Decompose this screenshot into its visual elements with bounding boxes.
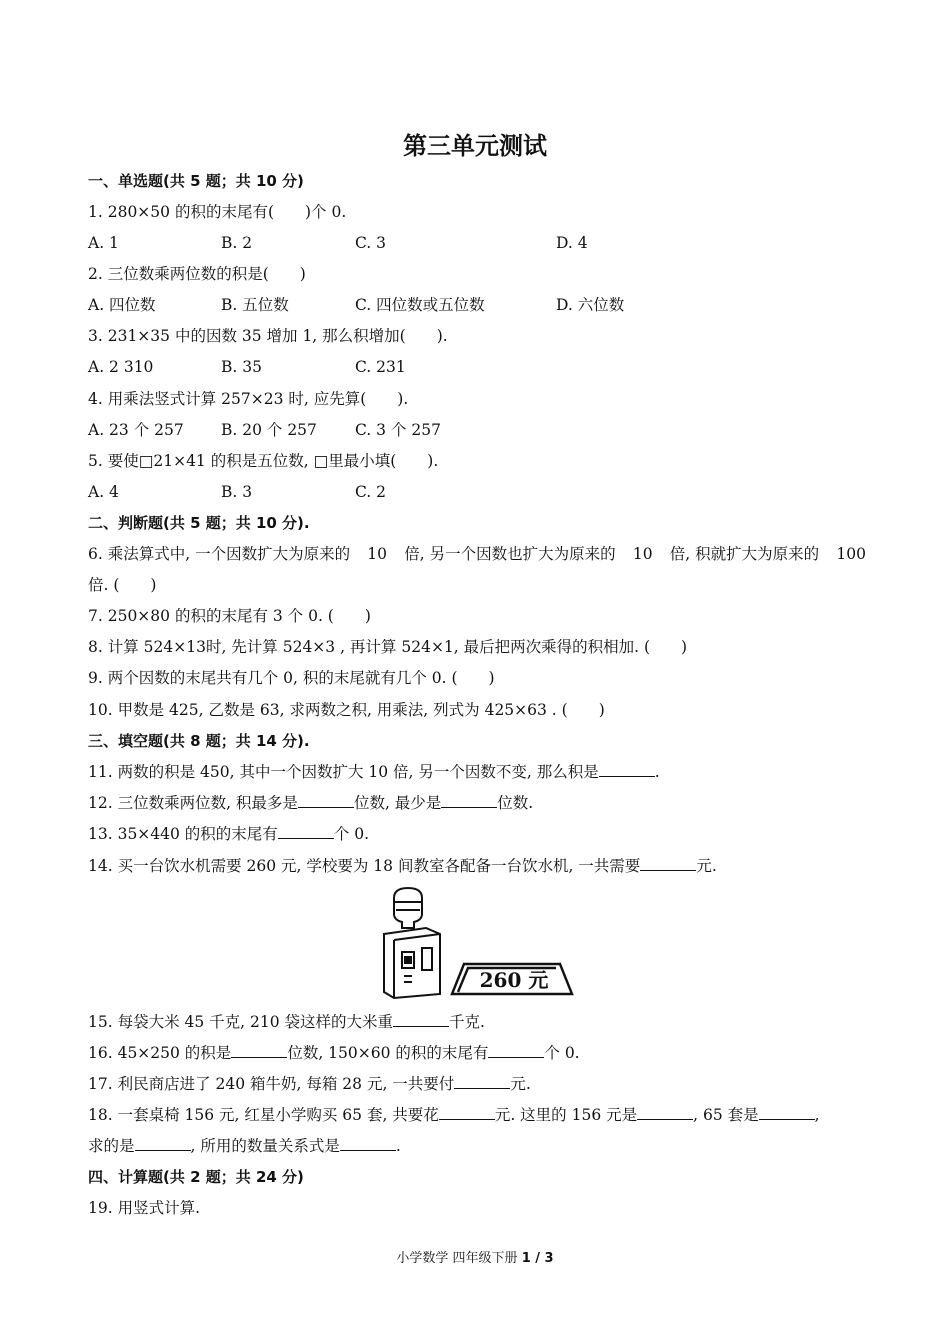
q11-text: 11. 两数的积是 450, 其中一个因数扩大 10 倍, 另一个因数不变, 那么积是 [88, 763, 599, 781]
q15-end: 千克. [449, 1013, 485, 1031]
answer-blank[interactable] [439, 1105, 495, 1120]
q11-end: . [654, 763, 660, 781]
q16-text-2: 位数, 150×60 的积的末尾有 [287, 1044, 489, 1062]
q18-text-3: , 65 套是 [693, 1106, 759, 1124]
q5-option-b: B. 3 [221, 483, 253, 501]
q12-text-1: 12. 三位数乘两位数, 积最多是 [88, 794, 298, 812]
q16-text-1: 16. 45×250 的积是 [88, 1044, 232, 1062]
question-19: 19. 用竖式计算. [88, 1199, 201, 1217]
q3-option-a: A. 2 310 [88, 358, 154, 376]
answer-blank[interactable] [759, 1105, 815, 1120]
q18-text-2: 元. 这里的 156 元是 [494, 1106, 638, 1124]
q18-text-7: . [395, 1137, 401, 1155]
question-9: 9. 两个因数的末尾共有几个 0, 积的末尾就有几个 0. ( ) [88, 669, 495, 687]
question-3: 3. 231×35 中的因数 35 增加 1, 那么积增加( ). [88, 327, 448, 345]
answer-blank[interactable] [441, 793, 497, 808]
water-dispenser-illustration [380, 884, 575, 1000]
question-18 [88, 1105, 820, 1125]
q15-text: 15. 每袋大米 45 千克, 210 袋这样的大米重 [88, 1013, 394, 1031]
page-number: 1 / 3 [521, 1251, 554, 1266]
q1-option-d: D. 4 [556, 234, 588, 252]
price-tag-label: 260 元 [479, 968, 549, 992]
q6-part-2: 10 [367, 545, 388, 563]
q4-option-c: C. 3 个 257 [355, 421, 441, 439]
section-heading-single-choice: 一、单选题(共 5 题；共 10 分) [88, 172, 304, 190]
question-8: 8. 计算 524×13时, 先计算 524×3 , 再计算 524×1, 最后把两次乘得的积相加. ( ) [88, 638, 688, 656]
q14-end: 元. [696, 857, 717, 875]
answer-blank[interactable] [393, 1012, 449, 1027]
answer-blank[interactable] [278, 824, 334, 839]
q14-text: 14. 买一台饮水机需要 260 元, 学校要为 18 间教室各配备一台饮水机, 一共需要 [88, 857, 641, 875]
section-heading-calculation: 四、计算题(共 2 题；共 24 分) [88, 1168, 304, 1186]
q1-option-b: B. 2 [221, 234, 253, 252]
answer-blank[interactable] [231, 1043, 287, 1058]
q5-option-a: A. 4 [88, 483, 119, 501]
q2-option-d: D. 六位数 [556, 296, 625, 314]
water-dispenser-figure [380, 884, 575, 1004]
q18-text-5: 求的是 [88, 1137, 135, 1155]
answer-blank[interactable] [599, 762, 655, 777]
footer-text: 小学数学 四年级下册 [396, 1251, 518, 1266]
question-6-continued: 倍. ( ) [88, 576, 157, 594]
answer-blank[interactable] [488, 1043, 544, 1058]
q17-text: 17. 利民商店进了 240 箱牛奶, 每箱 28 元, 一共要付 [88, 1075, 455, 1093]
q1-option-c: C. 3 [355, 234, 387, 252]
q16-text-3: 个 0. [544, 1044, 580, 1062]
answer-blank[interactable] [637, 1105, 693, 1120]
answer-blank[interactable] [135, 1136, 191, 1151]
question-17 [88, 1074, 531, 1094]
q12-text-2: 位数, 最少是 [353, 794, 442, 812]
question-7: 7. 250×80 的积的末尾有 3 个 0. ( ) [88, 607, 371, 625]
question-12 [88, 793, 533, 813]
q6-part-6: 100 [836, 545, 866, 563]
question-6 [88, 544, 866, 564]
q3-option-c: C. 231 [355, 358, 406, 376]
page-title: 第三单元测试 [403, 132, 547, 160]
question-15 [88, 1012, 485, 1032]
question-5: 5. 要使□21×41 的积是五位数, □里最小填( ). [88, 452, 439, 470]
q6-part-4: 10 [632, 545, 653, 563]
q4-option-a: A. 23 个 257 [88, 421, 184, 439]
question-11 [88, 762, 660, 782]
q6-part-1: 6. 乘法算式中, 一个因数扩大为原来的 [88, 545, 351, 563]
page-footer [0, 1247, 950, 1266]
q3-option-b: B. 35 [221, 358, 262, 376]
q18-text-6: , 所用的数量关系式是 [190, 1137, 340, 1155]
q4-option-b: B. 20 个 257 [221, 421, 317, 439]
q18-text-4: , [814, 1106, 820, 1124]
section-heading-fill-blank: 三、填空题(共 8 题；共 14 分). [88, 732, 310, 750]
answer-blank[interactable] [640, 856, 696, 871]
q6-part-3: 倍, 另一个因数也扩大为原来的 [404, 545, 616, 563]
q5-option-c: C. 2 [355, 483, 387, 501]
question-4: 4. 用乘法竖式计算 257×23 时, 应先算( ). [88, 390, 409, 408]
question-18-continued [88, 1136, 401, 1156]
q13-text: 13. 35×440 的积的末尾有 [88, 825, 278, 843]
q12-text-3: 位数. [497, 794, 534, 812]
question-2: 2. 三位数乘两位数的积是( ) [88, 265, 306, 283]
q2-option-a: A. 四位数 [88, 296, 156, 314]
q18-text-1: 18. 一套桌椅 156 元, 红星小学购买 65 套, 共要花 [88, 1106, 439, 1124]
q6-part-5: 倍, 积就扩大为原来的 [669, 545, 820, 563]
question-10: 10. 甲数是 425, 乙数是 63, 求两数之积, 用乘法, 列式为 425×63 . ( ) [88, 701, 605, 719]
question-16 [88, 1043, 580, 1063]
q2-option-b: B. 五位数 [221, 296, 289, 314]
question-13 [88, 824, 369, 844]
answer-blank[interactable] [340, 1136, 396, 1151]
question-1: 1. 280×50 的积的末尾有( )个 0. [88, 203, 347, 221]
answer-blank[interactable] [298, 793, 354, 808]
q1-option-a: A. 1 [88, 234, 119, 252]
answer-blank[interactable] [454, 1074, 510, 1089]
q13-end: 个 0. [333, 825, 370, 843]
q17-end: 元. [510, 1075, 531, 1093]
section-heading-true-false: 二、判断题(共 5 题；共 10 分). [88, 514, 310, 532]
q2-option-c: C. 四位数或五位数 [355, 296, 485, 314]
question-14 [88, 856, 717, 876]
